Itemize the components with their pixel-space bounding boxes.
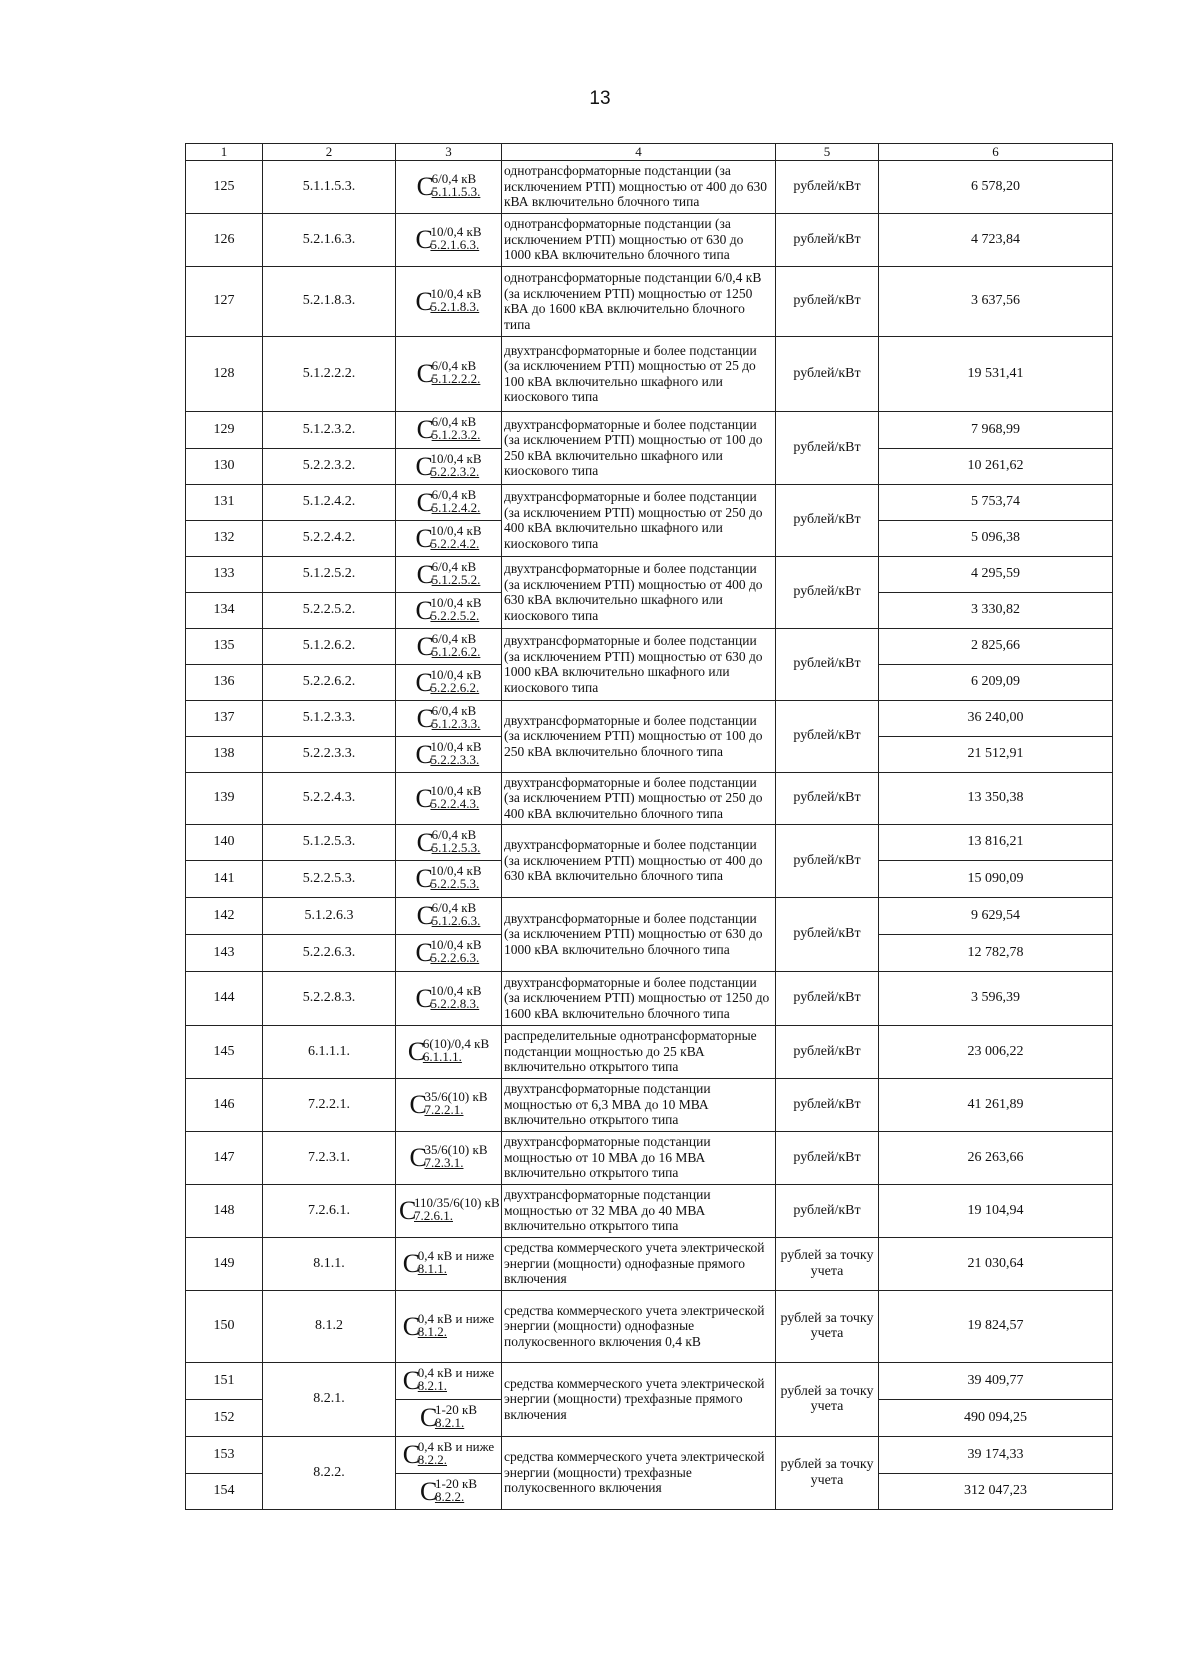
symbol-subscript: 5.2.2.6.2.	[430, 679, 480, 695]
column-header: 4	[502, 144, 776, 161]
rate-symbol	[396, 1399, 502, 1436]
table-row	[186, 824, 1113, 860]
symbol-superscript: 0,4 кВ и ниже	[417, 1365, 495, 1381]
row-code: 5.1.2.4.2.	[263, 484, 396, 520]
symbol-subscript: 7.2.3.1.	[424, 1155, 464, 1171]
symbol-letter: C	[419, 1476, 438, 1506]
row-unit: рублей за точку учета	[776, 1436, 879, 1509]
row-code: 6.1.1.1.	[263, 1025, 396, 1078]
row-code: 5.2.2.3.3.	[263, 736, 396, 772]
rate-symbol	[396, 484, 502, 520]
row-description: двухтрансформаторные и более подстанции (за исключением РТП) мощностью от 250 до 400 кВА включительно блочного типа	[502, 772, 776, 824]
symbol-subscript: 5.2.1.6.3.	[430, 237, 480, 253]
rate-symbol	[396, 1131, 502, 1184]
row-description: двухтрансформаторные и более подстанции (за исключением РТП) мощностью от 100 до 250 кВА включительно шкафного или киоскового типа	[502, 411, 776, 484]
row-description: двухтрансформаторные и более подстанции (за исключением РТП) мощностью от 400 до 630 кВА включительно шкафного или киоскового типа	[502, 556, 776, 628]
symbol-letter: C	[407, 1037, 426, 1067]
row-code: 5.1.2.3.2.	[263, 411, 396, 448]
table-row	[186, 1184, 1113, 1237]
rate-symbol	[396, 448, 502, 484]
table-row	[186, 160, 1113, 213]
row-unit: рублей/кВт	[776, 700, 879, 772]
symbol-superscript: 110/35/6(10) кВ	[414, 1195, 500, 1211]
symbol-subscript: 8.1.2.	[417, 1323, 448, 1339]
table-row	[186, 1237, 1113, 1290]
row-description: двухтрансформаторные и более подстанции (за исключением РТП) мощностью от 25 до 100 кВА включительно шкафного или киоскового типа	[502, 336, 776, 411]
column-header: 2	[263, 144, 396, 161]
symbol-subscript: 7.2.2.1.	[424, 1102, 464, 1118]
symbol-superscript: 1-20 кВ	[434, 1475, 478, 1491]
row-unit: рублей за точку учета	[776, 1290, 879, 1362]
table-row	[186, 628, 1113, 664]
symbol-letter: C	[415, 451, 433, 481]
symbol-superscript: 10/0,4 кВ	[430, 285, 482, 301]
symbol-letter: C	[416, 827, 434, 857]
symbol-letter: C	[415, 864, 433, 894]
symbol-subscript: 5.1.2.6.3.	[431, 913, 481, 929]
row-number: 133	[186, 556, 263, 592]
row-code: 5.1.2.5.2.	[263, 556, 396, 592]
symbol-subscript: 5.1.2.2.2.	[431, 371, 481, 387]
symbol-subscript: 5.2.2.4.3.	[430, 795, 480, 811]
row-number: 153	[186, 1436, 263, 1473]
row-unit: рублей/кВт	[776, 1184, 879, 1237]
row-number: 135	[186, 628, 263, 664]
row-value: 26 263,66	[879, 1131, 1113, 1184]
column-header: 5	[776, 144, 879, 161]
row-number: 127	[186, 266, 263, 336]
row-number: 150	[186, 1290, 263, 1362]
symbol-superscript: 6/0,4 кВ	[431, 826, 477, 842]
symbol-letter: C	[419, 1403, 438, 1433]
row-value: 39 174,33	[879, 1436, 1113, 1473]
row-code: 5.1.1.5.3.	[263, 160, 396, 213]
row-code: 5.1.2.5.3.	[263, 824, 396, 860]
table-row	[186, 484, 1113, 520]
row-value: 36 240,00	[879, 700, 1113, 736]
symbol-superscript: 6/0,4 кВ	[431, 171, 477, 187]
rate-symbol	[396, 664, 502, 700]
row-code: 5.1.2.6.2.	[263, 628, 396, 664]
row-description: однотрансформаторные подстанции (за исключением РТП) мощностью от 400 до 630 кВА включительно блочного типа	[502, 160, 776, 213]
rate-symbol	[396, 824, 502, 860]
rate-symbol	[396, 411, 502, 448]
row-code: 8.2.1.	[263, 1362, 396, 1436]
row-description: двухтрансформаторные подстанции мощностью от 10 МВА до 16 МВА включительно открытого типа	[502, 1131, 776, 1184]
symbol-superscript: 10/0,4 кВ	[430, 982, 482, 998]
symbol-letter: C	[416, 359, 434, 389]
table-row	[186, 1362, 1113, 1399]
row-code: 8.2.2.	[263, 1436, 396, 1509]
rate-symbol	[396, 700, 502, 736]
row-number: 149	[186, 1237, 263, 1290]
row-code: 7.2.3.1.	[263, 1131, 396, 1184]
row-number: 134	[186, 592, 263, 628]
row-description: средства коммерческого учета электрической энергии (мощности) однофазные полукосвенного включения 0,4 кВ	[502, 1290, 776, 1362]
rate-symbol	[396, 971, 502, 1025]
symbol-letter: C	[402, 1249, 421, 1279]
row-code: 5.2.2.5.2.	[263, 592, 396, 628]
symbol-superscript: 10/0,4 кВ	[430, 666, 482, 682]
table-row	[186, 1290, 1113, 1362]
symbol-letter: C	[415, 286, 433, 316]
row-value: 41 261,89	[879, 1078, 1113, 1131]
row-description: однотрансформаторные подстанции 6/0,4 кВ (за исключением РТП) мощностью от 1250 кВА до 1600 кВА включительно блочного типа	[502, 266, 776, 336]
symbol-superscript: 10/0,4 кВ	[430, 450, 482, 466]
row-value: 2 825,66	[879, 628, 1113, 664]
symbol-subscript: 5.1.2.5.2.	[431, 571, 481, 587]
row-number: 146	[186, 1078, 263, 1131]
symbol-superscript: 6/0,4 кВ	[431, 358, 477, 374]
row-number: 131	[186, 484, 263, 520]
table-row	[186, 1436, 1113, 1473]
row-value: 23 006,22	[879, 1025, 1113, 1078]
rate-symbol	[396, 336, 502, 411]
row-value: 13 816,21	[879, 824, 1113, 860]
row-value: 13 350,38	[879, 772, 1113, 824]
row-value: 4 295,59	[879, 556, 1113, 592]
row-unit: рублей/кВт	[776, 772, 879, 824]
symbol-letter: C	[415, 739, 433, 769]
row-number: 140	[186, 824, 263, 860]
row-number: 144	[186, 971, 263, 1025]
row-description: однотрансформаторные подстанции (за исключением РТП) мощностью от 630 до 1000 кВА включительно блочного типа	[502, 213, 776, 266]
tariff-table	[185, 143, 1113, 1510]
row-code: 5.2.2.6.2.	[263, 664, 396, 700]
row-number: 136	[186, 664, 263, 700]
row-code: 5.1.2.6.3	[263, 897, 396, 934]
symbol-letter: C	[416, 487, 434, 517]
rate-symbol	[396, 772, 502, 824]
row-value: 21 512,91	[879, 736, 1113, 772]
rate-symbol	[396, 592, 502, 628]
row-description: двухтрансформаторные и более подстанции (за исключением РТП) мощностью от 630 до 1000 кВА включительно блочного типа	[502, 897, 776, 971]
row-value: 19 104,94	[879, 1184, 1113, 1237]
symbol-subscript: 5.2.2.8.3.	[430, 995, 480, 1011]
symbol-subscript: 5.1.2.6.2.	[431, 643, 481, 659]
symbol-letter: C	[415, 783, 433, 813]
row-number: 130	[186, 448, 263, 484]
row-unit: рублей/кВт	[776, 824, 879, 897]
table-row	[186, 700, 1113, 736]
row-number: 152	[186, 1399, 263, 1436]
symbol-letter: C	[415, 983, 433, 1013]
table-row	[186, 1131, 1113, 1184]
table-row	[186, 897, 1113, 934]
rate-symbol	[396, 736, 502, 772]
rate-symbol	[396, 213, 502, 266]
symbol-subscript: 5.1.2.4.2.	[431, 499, 481, 515]
symbol-letter: C	[409, 1143, 427, 1173]
row-number: 132	[186, 520, 263, 556]
row-value: 21 030,64	[879, 1237, 1113, 1290]
row-value: 10 261,62	[879, 448, 1113, 484]
symbol-subscript: 6.1.1.1.	[422, 1049, 462, 1065]
row-number: 151	[186, 1362, 263, 1399]
row-value: 490 094,25	[879, 1399, 1113, 1436]
symbol-letter: C	[416, 631, 434, 661]
row-description: распределительные однотрансформаторные подстанции мощностью до 25 кВА включительно открытого типа	[502, 1025, 776, 1078]
symbol-letter: C	[416, 901, 434, 931]
rate-symbol	[396, 628, 502, 664]
row-code: 7.2.6.1.	[263, 1184, 396, 1237]
row-value: 3 596,39	[879, 971, 1113, 1025]
row-code: 8.1.1.	[263, 1237, 396, 1290]
symbol-superscript: 10/0,4 кВ	[430, 522, 482, 538]
row-number: 129	[186, 411, 263, 448]
row-number: 142	[186, 897, 263, 934]
row-value: 4 723,84	[879, 213, 1113, 266]
table-row	[186, 1078, 1113, 1131]
row-number: 128	[186, 336, 263, 411]
symbol-superscript: 6/0,4 кВ	[431, 486, 477, 502]
row-code: 5.2.2.4.2.	[263, 520, 396, 556]
symbol-subscript: 5.2.2.4.2.	[430, 535, 480, 551]
symbol-letter: C	[415, 225, 433, 255]
row-value: 3 637,56	[879, 266, 1113, 336]
row-number: 154	[186, 1473, 263, 1509]
symbol-subscript: 7.2.6.1.	[414, 1208, 453, 1224]
row-value: 5 096,38	[879, 520, 1113, 556]
row-unit: рублей/кВт	[776, 628, 879, 700]
row-description: двухтрансформаторные и более подстанции (за исключением РТП) мощностью от 1250 до 1600 кВА включительно блочного типа	[502, 971, 776, 1025]
row-unit: рублей/кВт	[776, 1131, 879, 1184]
symbol-subscript: 5.1.2.5.3.	[431, 839, 481, 855]
symbol-superscript: 0,4 кВ и ниже	[417, 1439, 495, 1455]
symbol-subscript: 5.2.2.3.3.	[430, 751, 480, 767]
symbol-letter: C	[402, 1440, 421, 1470]
row-number: 148	[186, 1184, 263, 1237]
rate-symbol	[396, 1078, 502, 1131]
symbol-subscript: 5.2.2.5.2.	[430, 607, 480, 623]
row-code: 5.2.2.3.2.	[263, 448, 396, 484]
symbol-letter: C	[416, 703, 434, 733]
row-unit: рублей/кВт	[776, 266, 879, 336]
row-description: двухтрансформаторные и более подстанции (за исключением РТП) мощностью от 630 до 1000 кВА включительно шкафного или киоскового типа	[502, 628, 776, 700]
symbol-superscript: 6/0,4 кВ	[431, 414, 477, 430]
symbol-superscript: 10/0,4 кВ	[430, 738, 482, 754]
row-value: 19 531,41	[879, 336, 1113, 411]
row-description: двухтрансформаторные подстанции мощностью от 32 МВА до 40 МВА включительно открытого типа	[502, 1184, 776, 1237]
row-number: 125	[186, 160, 263, 213]
row-value: 7 968,99	[879, 411, 1113, 448]
symbol-subscript: 5.2.1.8.3.	[430, 298, 480, 314]
table-row	[186, 336, 1113, 411]
symbol-letter: C	[415, 523, 433, 553]
symbol-subscript: 5.2.2.3.2.	[430, 463, 480, 479]
row-value: 19 824,57	[879, 1290, 1113, 1362]
rate-symbol	[396, 556, 502, 592]
symbol-subscript: 8.2.1.	[434, 1415, 465, 1431]
row-code: 5.1.2.3.3.	[263, 700, 396, 736]
symbol-subscript: 8.2.2.	[434, 1488, 465, 1504]
symbol-superscript: 1-20 кВ	[434, 1402, 478, 1418]
row-unit: рублей/кВт	[776, 213, 879, 266]
symbol-superscript: 6/0,4 кВ	[431, 702, 477, 718]
rate-symbol	[396, 1237, 502, 1290]
row-description: двухтрансформаторные и более подстанции (за исключением РТП) мощностью от 250 до 400 кВА включительно шкафного или киоскового типа	[502, 484, 776, 556]
symbol-subscript: 8.1.1.	[417, 1261, 448, 1277]
row-code: 5.2.1.8.3.	[263, 266, 396, 336]
row-number: 126	[186, 213, 263, 266]
rate-symbol	[396, 520, 502, 556]
symbol-superscript: 10/0,4 кВ	[430, 594, 482, 610]
row-code: 5.2.1.6.3.	[263, 213, 396, 266]
row-value: 15 090,09	[879, 860, 1113, 897]
row-unit: рублей/кВт	[776, 160, 879, 213]
row-number: 141	[186, 860, 263, 897]
rate-symbol	[396, 160, 502, 213]
table-row	[186, 213, 1113, 266]
symbol-letter: C	[416, 172, 434, 202]
column-header: 3	[396, 144, 502, 161]
symbol-subscript: 5.2.2.5.3.	[430, 876, 480, 892]
symbol-subscript: 5.1.2.3.2.	[431, 427, 481, 443]
row-unit: рублей/кВт	[776, 1078, 879, 1131]
table-row	[186, 556, 1113, 592]
row-code: 7.2.2.1.	[263, 1078, 396, 1131]
symbol-superscript: 6/0,4 кВ	[431, 558, 477, 574]
symbol-superscript: 10/0,4 кВ	[430, 782, 482, 798]
row-value: 6 578,20	[879, 160, 1113, 213]
symbol-subscript: 8.2.2.	[417, 1452, 448, 1468]
rate-symbol	[396, 1362, 502, 1399]
table-header-row	[186, 144, 1113, 161]
symbol-letter: C	[416, 559, 434, 589]
symbol-letter: C	[415, 667, 433, 697]
row-number: 137	[186, 700, 263, 736]
page-number: 13	[589, 88, 611, 109]
row-number: 145	[186, 1025, 263, 1078]
row-code: 5.2.2.6.3.	[263, 934, 396, 971]
row-description: двухтрансформаторные и более подстанции (за исключением РТП) мощностью от 400 до 630 кВА включительно блочного типа	[502, 824, 776, 897]
row-unit: рублей/кВт	[776, 556, 879, 628]
row-number: 138	[186, 736, 263, 772]
symbol-letter: C	[402, 1366, 421, 1396]
symbol-superscript: 35/6(10) кВ	[424, 1142, 488, 1158]
symbol-superscript: 6/0,4 кВ	[431, 900, 477, 916]
row-unit: рублей/кВт	[776, 1025, 879, 1078]
rate-symbol	[396, 897, 502, 934]
symbol-subscript: 5.1.1.5.3.	[431, 184, 481, 200]
symbol-letter: C	[409, 1090, 427, 1120]
row-code: 5.2.2.5.3.	[263, 860, 396, 897]
symbol-letter: C	[399, 1196, 417, 1226]
row-description: двухтрансформаторные и более подстанции (за исключением РТП) мощностью от 100 до 250 кВА включительно блочного типа	[502, 700, 776, 772]
column-header: 6	[879, 144, 1113, 161]
row-value: 3 330,82	[879, 592, 1113, 628]
symbol-subscript: 5.1.2.3.3.	[431, 715, 481, 731]
row-description: средства коммерческого учета электрической энергии (мощности) однофазные прямого включения	[502, 1237, 776, 1290]
rate-symbol	[396, 1436, 502, 1473]
symbol-letter: C	[415, 595, 433, 625]
row-code: 5.1.2.2.2.	[263, 336, 396, 411]
row-unit: рублей/кВт	[776, 336, 879, 411]
table-row	[186, 411, 1113, 448]
symbol-subscript: 8.2.1.	[417, 1378, 448, 1394]
row-code: 5.2.2.4.3.	[263, 772, 396, 824]
symbol-superscript: 0,4 кВ и ниже	[417, 1310, 495, 1326]
symbol-superscript: 10/0,4 кВ	[430, 224, 482, 240]
table-row	[186, 266, 1113, 336]
row-code: 8.1.2	[263, 1290, 396, 1362]
row-unit: рублей за точку учета	[776, 1362, 879, 1436]
symbol-letter: C	[415, 938, 433, 968]
rate-symbol	[396, 1184, 502, 1237]
row-value: 9 629,54	[879, 897, 1113, 934]
symbol-superscript: 0,4 кВ и ниже	[417, 1248, 495, 1264]
row-unit: рублей/кВт	[776, 971, 879, 1025]
symbol-superscript: 6(10)/0,4 кВ	[422, 1036, 490, 1052]
symbol-subscript: 5.2.2.6.3.	[430, 950, 480, 966]
rate-symbol	[396, 934, 502, 971]
symbol-superscript: 10/0,4 кВ	[430, 937, 482, 953]
row-description: средства коммерческого учета электрической энергии (мощности) трехфазные прямого включения	[502, 1362, 776, 1436]
row-unit: рублей/кВт	[776, 411, 879, 484]
row-number: 143	[186, 934, 263, 971]
row-unit: рублей/кВт	[776, 897, 879, 971]
symbol-superscript: 6/0,4 кВ	[431, 630, 477, 646]
row-number: 139	[186, 772, 263, 824]
column-header: 1	[186, 144, 263, 161]
table-row	[186, 1025, 1113, 1078]
table-row	[186, 772, 1113, 824]
row-unit: рублей за точку учета	[776, 1237, 879, 1290]
rate-symbol	[396, 860, 502, 897]
row-value: 5 753,74	[879, 484, 1113, 520]
row-unit: рублей/кВт	[776, 484, 879, 556]
row-value: 6 209,09	[879, 664, 1113, 700]
symbol-letter: C	[416, 415, 434, 445]
rate-symbol	[396, 1025, 502, 1078]
row-description: двухтрансформаторные подстанции мощностью от 6,3 МВА до 10 МВА включительно открытого типа	[502, 1078, 776, 1131]
row-value: 39 409,77	[879, 1362, 1113, 1399]
symbol-superscript: 10/0,4 кВ	[430, 863, 482, 879]
row-description: средства коммерческого учета электрической энергии (мощности) трехфазные полукосвенного включения	[502, 1436, 776, 1509]
row-code: 5.2.2.8.3.	[263, 971, 396, 1025]
row-value: 312 047,23	[879, 1473, 1113, 1509]
rate-symbol	[396, 266, 502, 336]
symbol-superscript: 35/6(10) кВ	[424, 1089, 488, 1105]
symbol-letter: C	[402, 1311, 421, 1341]
table-row	[186, 971, 1113, 1025]
row-number: 147	[186, 1131, 263, 1184]
rate-symbol	[396, 1290, 502, 1362]
rate-symbol	[396, 1473, 502, 1509]
row-value: 12 782,78	[879, 934, 1113, 971]
